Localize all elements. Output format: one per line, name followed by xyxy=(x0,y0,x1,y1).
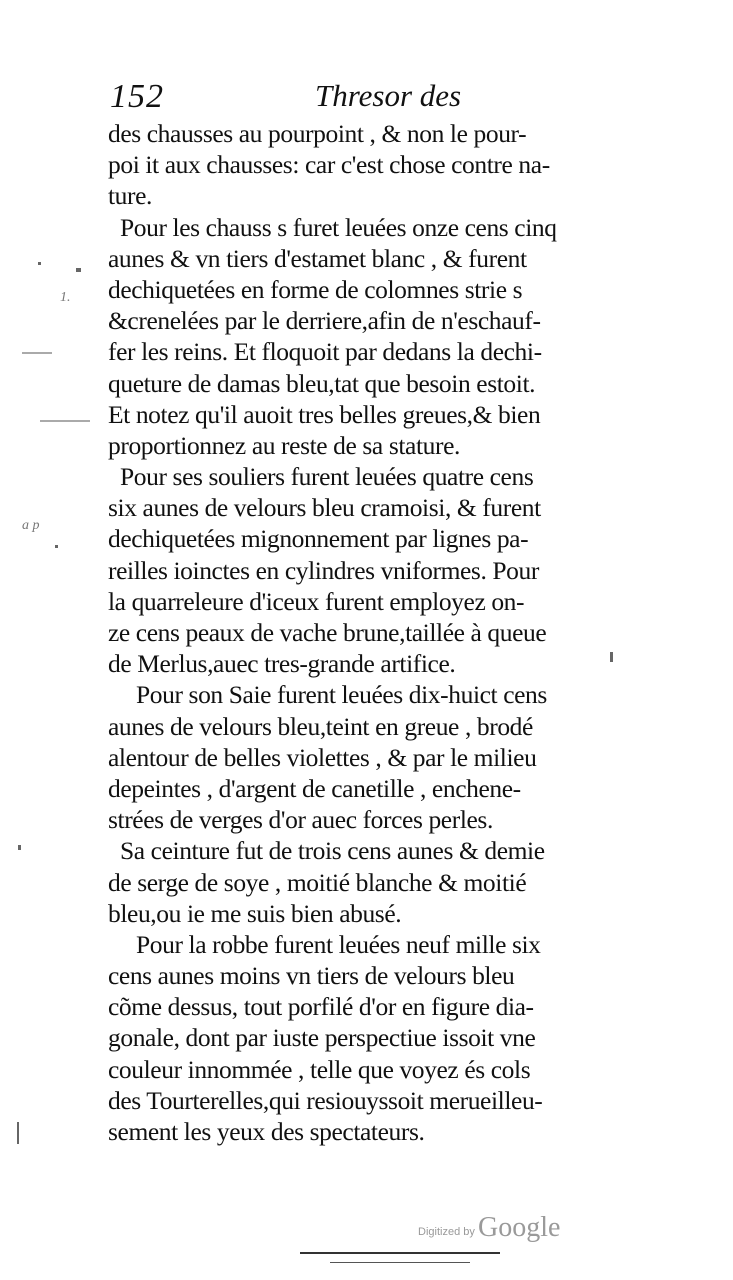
text-line: six aunes de velours bleu cramoisi, & furent xyxy=(108,493,541,523)
text-line: poi it aux chausses: car c'est chose contre na- xyxy=(108,150,550,180)
margin-note: 1. xyxy=(60,290,71,305)
page-header xyxy=(110,78,630,122)
text-line: ture. xyxy=(108,181,153,211)
margin-mark xyxy=(17,1122,19,1144)
text-line: cõme dessus, tout porfilé d'or en figure dia- xyxy=(108,992,534,1022)
text-line: fer les reins. Et floquoit par dedans la dechi- xyxy=(108,337,542,367)
margin-mark xyxy=(610,652,613,662)
margin-mark xyxy=(76,268,81,272)
text-line: aunes de velours bleu,teint en greue , brodé xyxy=(108,711,533,741)
text-line: Pour son Saie furent leuées dix-huict cens xyxy=(136,680,547,710)
text-line: alentour de belles violettes , & par le milieu xyxy=(108,742,537,772)
google-logo: Google xyxy=(478,1212,561,1243)
text-line: Pour les chauss s furet leuées onze cens cinq xyxy=(120,212,557,242)
text-line: dechiquetées mignonnement par lignes pa- xyxy=(108,524,529,554)
text-line: Pour ses souliers furent leuées quatre cens xyxy=(120,462,534,492)
text-line: de serge de soye , moitié blanche & moitié xyxy=(108,867,527,897)
page-number: 152 xyxy=(110,78,164,115)
text-line: proportionnez au reste de sa stature. xyxy=(108,430,460,460)
footer-rule xyxy=(300,1252,500,1254)
text-line: strées de verges d'or auec forces perles. xyxy=(108,805,493,835)
text-line: reilles ioinctes en cylindres vniformes. Pour xyxy=(108,555,539,585)
text-line: des Tourterelles,qui resiouyssoit merueilleu- xyxy=(108,1085,543,1115)
text-line: bleu,ou ie me suis bien abusé. xyxy=(108,898,402,928)
running-title: Thresor des xyxy=(315,78,462,113)
text-line: dechiquetées en forme de colomnes strie s xyxy=(108,274,523,304)
margin-mark xyxy=(55,545,58,548)
text-line: gonale, dont par iuste perspectiue issoit vne xyxy=(108,1023,536,1053)
margin-mark xyxy=(18,845,21,850)
text-line: ze cens peaux de vache brune,taillée à queue xyxy=(108,618,547,647)
text-line: depeintes , d'argent de canetille , enchene- xyxy=(108,773,521,803)
text-line: cens aunes moins vn tiers de velours bleu xyxy=(108,961,515,991)
margin-mark xyxy=(38,262,41,265)
footer-rule xyxy=(330,1262,470,1263)
text-line: de Merlus,auec tres-grande artifice. xyxy=(108,649,456,679)
text-line: sement les yeux des spectateurs. xyxy=(108,1117,425,1146)
text-line: Sa ceinture fut de trois cens aunes & demie xyxy=(120,836,545,866)
text-line: couleur innommée , telle que voyez és cols xyxy=(108,1054,531,1084)
text-line: Pour la robbe furent leuées neuf mille six xyxy=(136,929,541,959)
margin-note: a p xyxy=(22,518,40,533)
text-line: Et notez qu'il auoit tres belles greues,& bien xyxy=(108,399,541,429)
text-line: aunes & vn tiers d'estamet blanc , & furent xyxy=(108,243,527,273)
text-line: la quarreleure d'iceux furent employez on- xyxy=(108,586,525,616)
google-watermark xyxy=(418,1212,578,1246)
text-line: queture de damas bleu,tat que besoin estoit. xyxy=(108,368,536,398)
body-text xyxy=(108,118,633,1147)
margin-mark xyxy=(22,352,52,354)
margin-mark xyxy=(40,420,90,422)
text-line: des chausses au pourpoint , & non le pour- xyxy=(108,119,527,148)
text-line: &crenelées par le derriere,afin de n'eschauf- xyxy=(108,306,541,336)
watermark-prefix: Digitized by xyxy=(418,1226,475,1238)
